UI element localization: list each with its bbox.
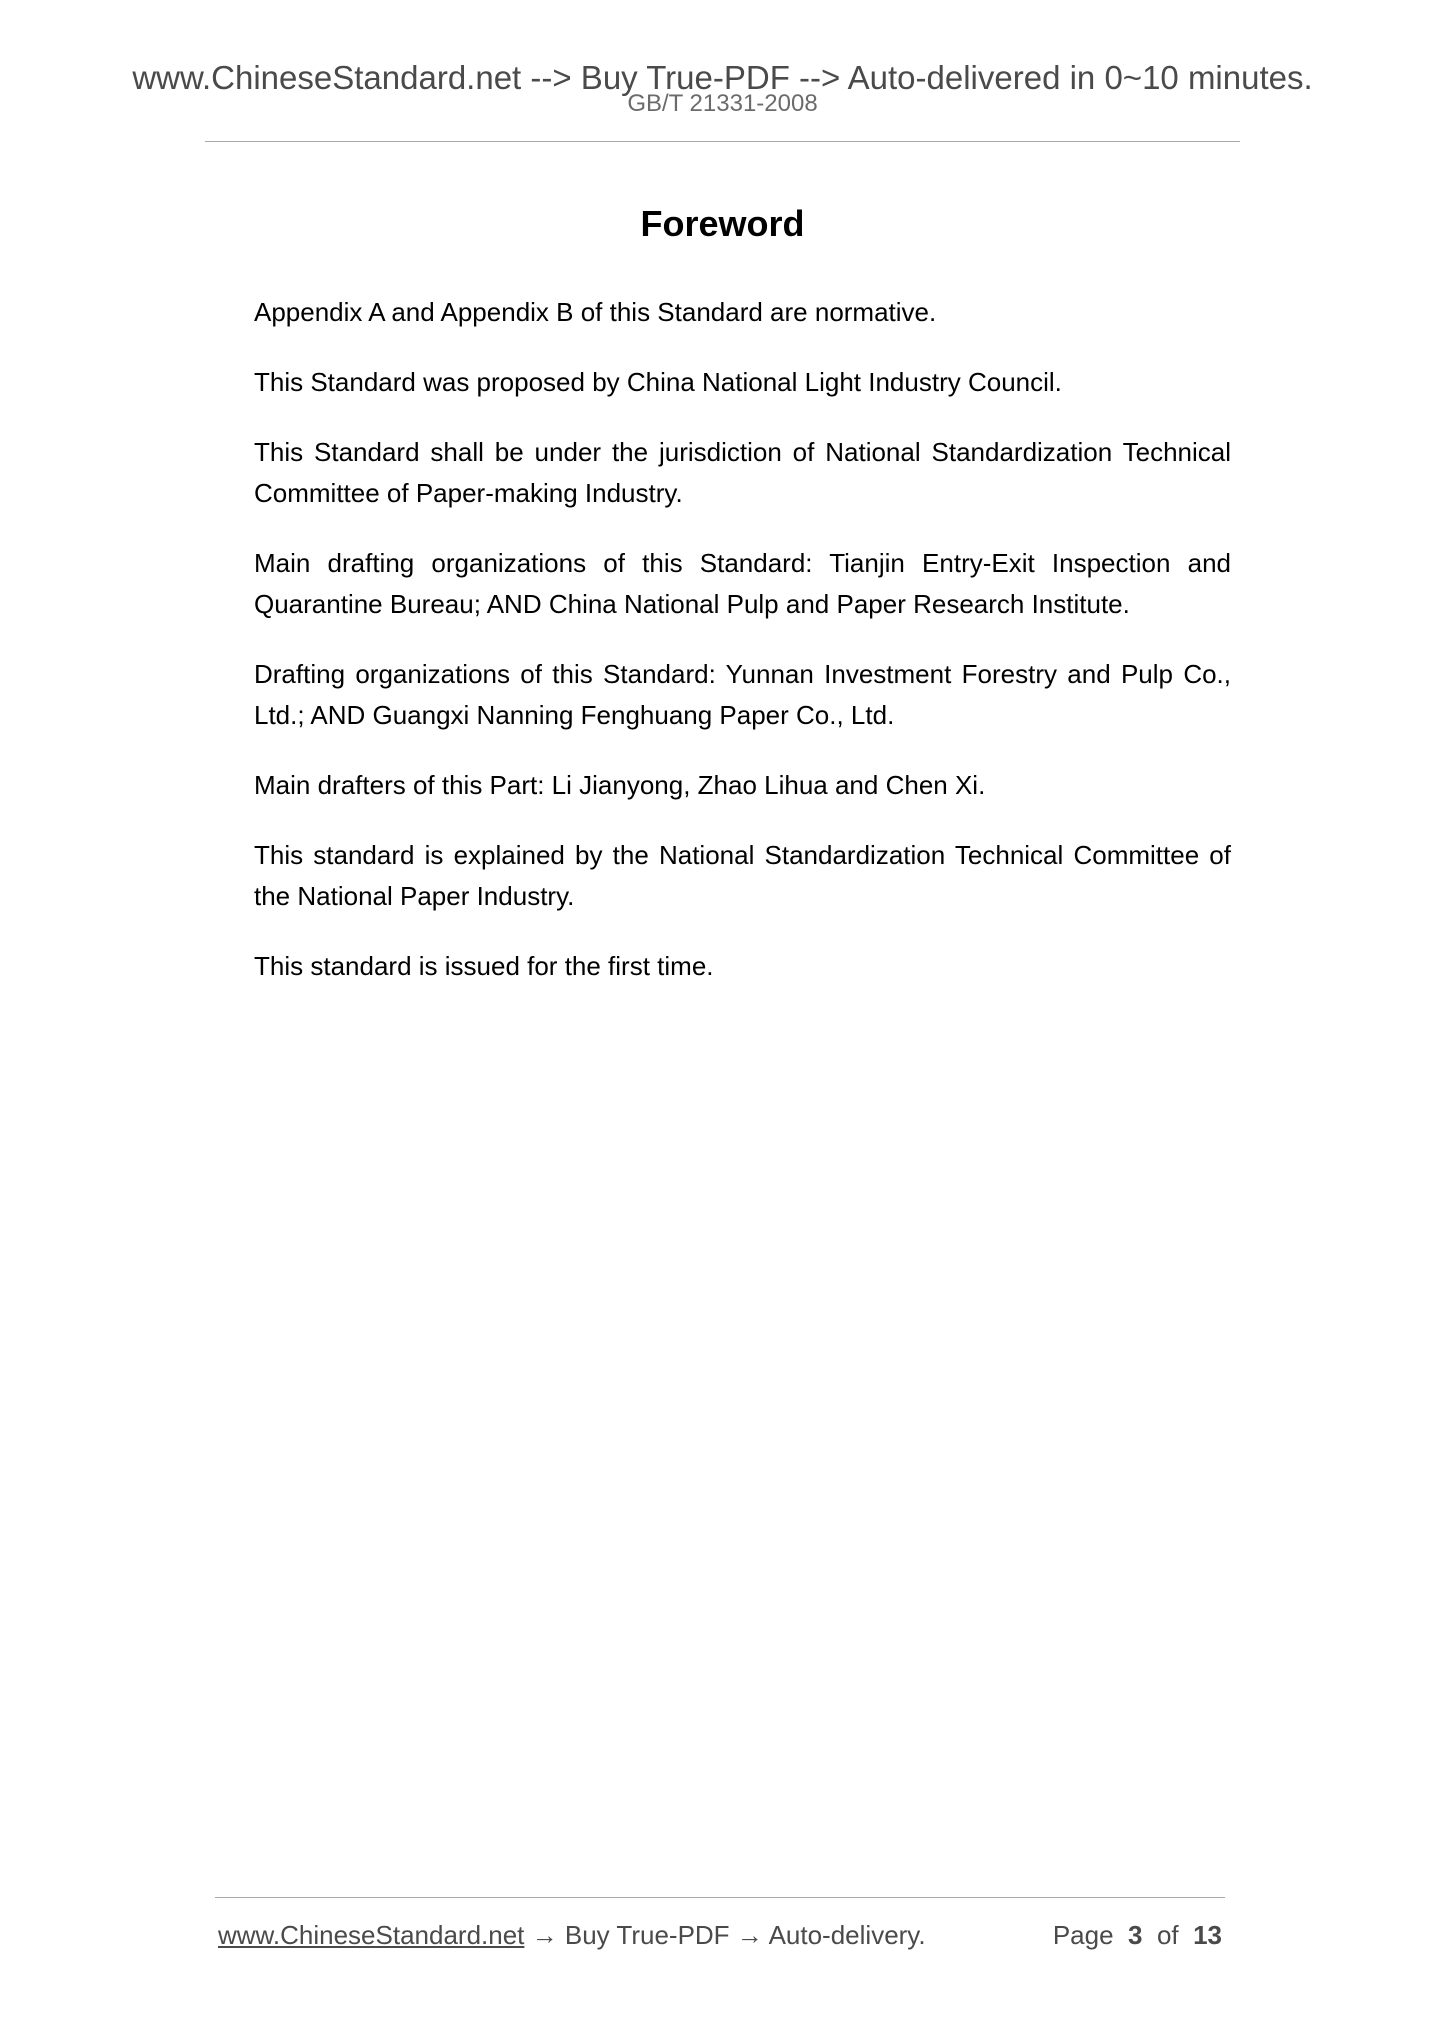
footer-site-link[interactable]: www.ChineseStandard.net bbox=[218, 1920, 525, 1950]
paragraph-first-issue: This standard is issued for the first time. bbox=[254, 951, 714, 981]
paragraph-drafting-orgs: Drafting organizations of this Standard: Yunnan Investment Forestry and Pulp Co., Ltd.; AND Guangxi Nanning Fenghuang Paper Co., Ltd. bbox=[254, 659, 1231, 730]
paragraph-jurisdiction: This Standard shall be under the jurisdiction of National Standardization Technical Committee of Paper-making Industry. bbox=[254, 437, 1231, 508]
page-total: 13 bbox=[1193, 1920, 1222, 1950]
page-title: Foreword bbox=[640, 203, 805, 244]
page-indicator bbox=[1053, 1915, 1222, 1955]
foreword-body bbox=[254, 292, 1231, 1016]
page-current: 3 bbox=[1128, 1920, 1143, 1950]
page-label: Page bbox=[1052, 1920, 1114, 1950]
paragraph-main-drafters: Main drafters of this Part: Li Jianyong, Zhao Lihua and Chen Xi. bbox=[254, 770, 986, 800]
footer-left bbox=[218, 1915, 926, 1955]
paragraph-proposed-by: This Standard was proposed by China National Light Industry Council. bbox=[254, 367, 1062, 397]
header-divider bbox=[205, 141, 1240, 142]
paragraph-main-drafting-orgs: Main drafting organizations of this Standard: Tianjin Entry-Exit Inspection and Quarantine Bureau; AND China National Pulp and Paper Research Institute. bbox=[254, 548, 1231, 619]
paragraph-explained-by: This standard is explained by the National Standardization Technical Committee of the National Paper Industry. bbox=[254, 840, 1231, 911]
header-banner: www.ChineseStandard.net --> Buy True-PDF --> Auto-delivered in 0~10 minutes. bbox=[132, 59, 1313, 96]
standard-number: GB/T 21331-2008 bbox=[627, 90, 818, 117]
paragraph-appendix: Appendix A and Appendix B of this Standard are normative. bbox=[254, 297, 937, 327]
page-footer bbox=[218, 1915, 1222, 1955]
footer-divider bbox=[215, 1897, 1225, 1898]
footer-tagline: → Buy True-PDF → Auto-delivery. bbox=[524, 1920, 926, 1950]
of-label: of bbox=[1156, 1920, 1179, 1950]
